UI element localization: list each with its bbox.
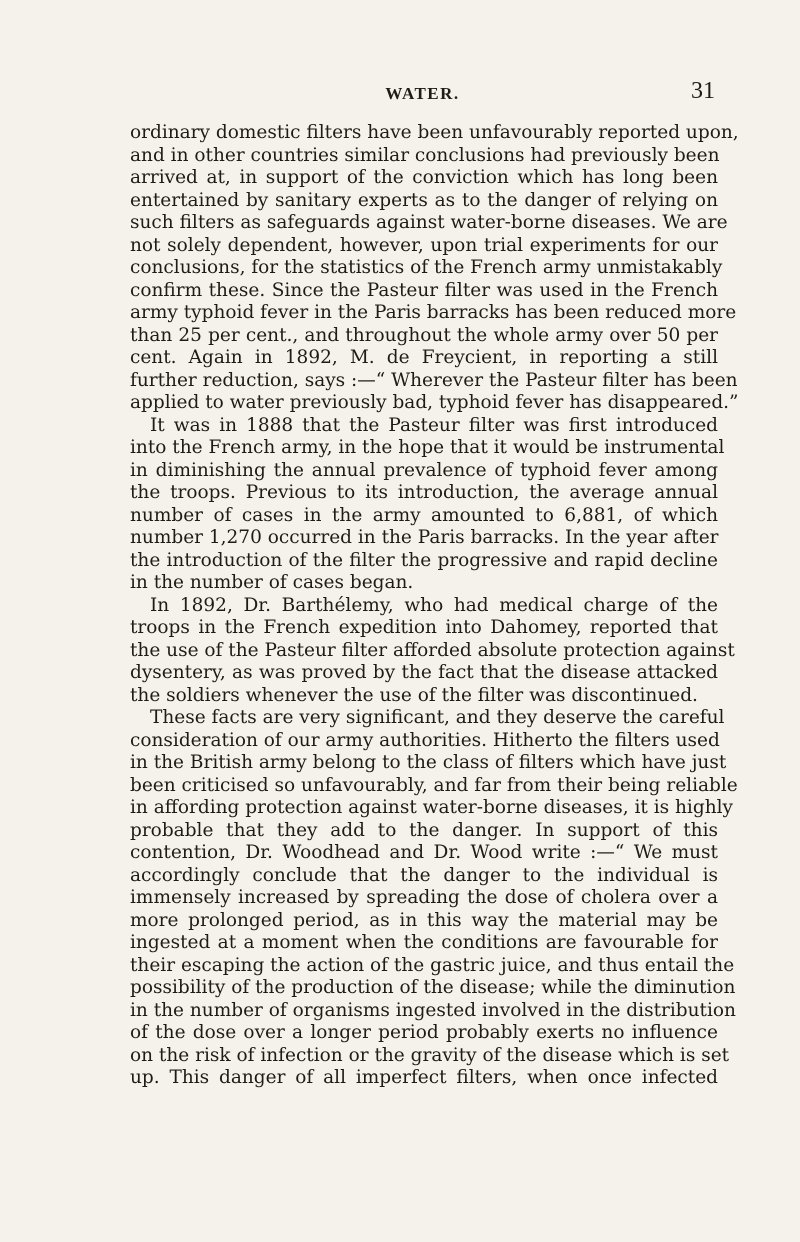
text-line: conclusions, for the statistics of the French army unmistakably bbox=[130, 257, 723, 278]
text-line: entertained by sanitary experts as to the danger of relying on bbox=[130, 189, 718, 211]
text-line: the use of the Pasteur filter afforded absolute protection against bbox=[130, 639, 735, 661]
text-line: and in other countries similar conclusions had previously been bbox=[130, 144, 720, 166]
text-line: such filters as safeguards against water-borne diseases. We are bbox=[130, 212, 728, 233]
paragraph bbox=[130, 594, 735, 708]
text-line: their escaping the action of the gastric juice, and thus entail the bbox=[130, 954, 735, 976]
body-text bbox=[130, 122, 739, 1090]
text-line: further reduction, says :—“ Wherever the Pasteur filter has been bbox=[130, 369, 738, 391]
text-line: dysentery, as was proved by the fact that the disease attacked bbox=[130, 662, 718, 683]
text-line: the troops. Previous to its introduction, the average annual bbox=[130, 482, 718, 503]
text-line: in diminishing the annual prevalence of typhoid fever among bbox=[130, 459, 718, 481]
text-line: than 25 per cent., and throughout the whole army over 50 per bbox=[130, 324, 718, 346]
text-line: been criticised so unfavourably, and far from their being reliable bbox=[130, 774, 738, 796]
text-line: ordinary domestic filters have been unfavourably reported upon, bbox=[130, 122, 739, 143]
paragraph bbox=[130, 707, 738, 1090]
paragraph bbox=[130, 122, 739, 415]
text-line: more prolonged period, as in this way the material may be bbox=[130, 909, 718, 931]
paragraph bbox=[130, 414, 725, 595]
text-line: not solely dependent, however, upon trial experiments for our bbox=[130, 234, 718, 256]
text-line: the introduction of the filter the progressive and rapid decline bbox=[130, 549, 718, 571]
text-line: the soldiers whenever the use of the filter was discontinued. bbox=[130, 684, 698, 706]
page-number: 31 bbox=[691, 78, 715, 104]
text-line: number of cases in the army amounted to 6,881, of which bbox=[130, 504, 718, 526]
text-line: army typhoid fever in the Paris barracks has been reduced more bbox=[130, 302, 737, 323]
running-title: WATER. bbox=[385, 84, 460, 103]
text-line: in the number of cases began. bbox=[130, 572, 414, 593]
text-line: number 1,270 occurred in the Paris barracks. In the year after bbox=[130, 527, 719, 548]
text-line: cent. Again in 1892, M. de Freycient, in reporting a still bbox=[130, 347, 718, 368]
text-line: arrived at, in support of the conviction which has long been bbox=[130, 167, 718, 188]
text-line: It was in 1888 that the Pasteur filter was first introduced bbox=[150, 414, 718, 436]
text-line: immensely increased by spreading the dose of cholera over a bbox=[130, 887, 718, 908]
text-line: contention, Dr. Woodhead and Dr. Wood write :—“ We must bbox=[130, 842, 718, 863]
running-head bbox=[130, 78, 715, 114]
text-line: in the British army belong to the class of filters which have just bbox=[130, 752, 727, 773]
text-line: up. This danger of all imperfect filters, when once infected bbox=[130, 1067, 718, 1088]
text-line: applied to water previously bad, typhoid fever has disappeared.” bbox=[130, 392, 739, 413]
text-line: in the number of organisms ingested involved in the distribution bbox=[130, 999, 736, 1021]
text-line: confirm these. Since the Pasteur filter was used in the French bbox=[130, 279, 718, 301]
text-line: probable that they add to the danger. In support of this bbox=[130, 819, 718, 841]
text-line: of the dose over a longer period probably exerts no influence bbox=[130, 1022, 718, 1043]
text-line: These facts are very significant, and they deserve the careful bbox=[150, 707, 725, 728]
text-line: on the risk of infection or the gravity of the disease which is set bbox=[130, 1044, 730, 1066]
text-line: accordingly conclude that the danger to the individual is bbox=[130, 864, 718, 886]
text-line: consideration of our army authorities. Hitherto the filters used bbox=[130, 729, 720, 751]
text-line: troops in the French expedition into Dahomey, reported that bbox=[130, 617, 718, 638]
text-line: ingested at a moment when the conditions are favourable for bbox=[130, 932, 718, 953]
text-line: In 1892, Dr. Barthélemy, who had medical charge of the bbox=[150, 594, 718, 616]
text-line: into the French army, in the hope that it would be instrumental bbox=[130, 437, 725, 458]
text-line: possibility of the production of the disease; while the diminution bbox=[130, 977, 736, 998]
text-line: in affording protection against water-borne diseases, it is highly bbox=[130, 797, 733, 818]
